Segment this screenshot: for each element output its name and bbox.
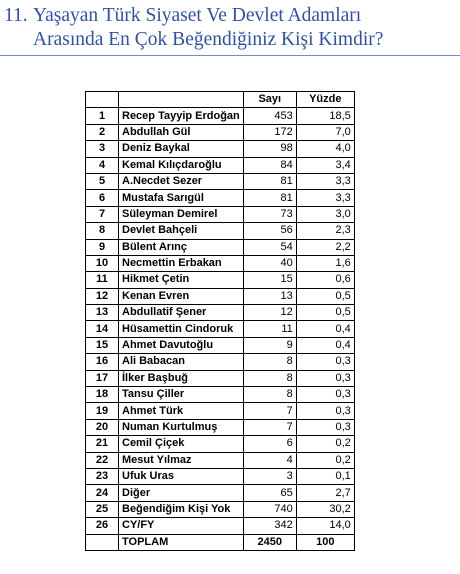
table-row	[86, 190, 355, 206]
count-cell: 13	[243, 288, 296, 304]
rank-cell: 23	[86, 468, 119, 484]
percent-cell: 0,5	[296, 288, 354, 304]
count-cell: 7	[243, 403, 296, 419]
table-row	[86, 468, 355, 484]
table-row	[86, 403, 355, 419]
count-cell: 12	[243, 305, 296, 321]
count-cell: 40	[243, 255, 296, 271]
header-name	[119, 92, 244, 108]
percent-cell: 3,3	[296, 190, 354, 206]
percent-cell: 0,3	[296, 403, 354, 419]
percent-cell: 0,4	[296, 337, 354, 353]
count-cell: 4	[243, 452, 296, 468]
percent-cell: 0,1	[296, 468, 354, 484]
header-rank	[86, 92, 119, 108]
percent-cell: 0,3	[296, 370, 354, 386]
rank-cell: 14	[86, 321, 119, 337]
table-row	[86, 272, 355, 288]
table-total-row	[86, 534, 355, 550]
header-count: Sayı	[243, 92, 296, 108]
name-cell: A.Necdet Sezer	[119, 173, 244, 189]
count-cell: 98	[243, 141, 296, 157]
table-row	[86, 387, 355, 403]
rank-cell: 24	[86, 485, 119, 501]
count-cell: 740	[243, 501, 296, 517]
percent-cell: 3,4	[296, 157, 354, 173]
rank-cell: 7	[86, 206, 119, 222]
table-row	[86, 223, 355, 239]
results-table	[85, 91, 355, 551]
count-cell: 8	[243, 387, 296, 403]
name-cell: Kenan Evren	[119, 288, 244, 304]
rank-cell: 19	[86, 403, 119, 419]
count-cell: 453	[243, 108, 296, 124]
name-cell: Hüsamettin Cindoruk	[119, 321, 244, 337]
rank-cell: 21	[86, 436, 119, 452]
table-row	[86, 157, 355, 173]
rank-cell: 17	[86, 370, 119, 386]
heading-underline	[0, 55, 460, 56]
count-cell: 54	[243, 239, 296, 255]
count-cell: 9	[243, 337, 296, 353]
rank-cell: 25	[86, 501, 119, 517]
rank-cell: 1	[86, 108, 119, 124]
count-cell: 342	[243, 518, 296, 534]
name-cell: Süleyman Demirel	[119, 206, 244, 222]
percent-cell: 30,2	[296, 501, 354, 517]
name-cell: Abdullah Gül	[119, 124, 244, 140]
name-cell: Ahmet Davutoğlu	[119, 337, 244, 353]
rank-cell: 15	[86, 337, 119, 353]
table-row	[86, 354, 355, 370]
count-cell: 6	[243, 436, 296, 452]
count-cell: 65	[243, 485, 296, 501]
table-row	[86, 288, 355, 304]
rank-cell: 16	[86, 354, 119, 370]
percent-cell: 0,2	[296, 452, 354, 468]
table-row	[86, 436, 355, 452]
table-row	[86, 108, 355, 124]
percent-cell: 14,0	[296, 518, 354, 534]
name-cell: Abdullatif Şener	[119, 305, 244, 321]
count-cell: 73	[243, 206, 296, 222]
percent-cell: 0,3	[296, 387, 354, 403]
rank-cell: 18	[86, 387, 119, 403]
count-cell: 81	[243, 190, 296, 206]
percent-cell: 0,3	[296, 419, 354, 435]
total-count: 2450	[243, 534, 296, 550]
count-cell: 84	[243, 157, 296, 173]
name-cell: Ali Babacan	[119, 354, 244, 370]
table-row	[86, 485, 355, 501]
name-cell: Beğendiğim Kişi Yok	[119, 501, 244, 517]
table-row	[86, 305, 355, 321]
count-cell: 8	[243, 354, 296, 370]
question-title-line-2: Arasında En Çok Beğendiğiniz Kişi Kimdir?	[33, 29, 384, 50]
name-cell: Tansu Çiller	[119, 387, 244, 403]
name-cell: Ufuk Uras	[119, 468, 244, 484]
count-cell: 11	[243, 321, 296, 337]
percent-cell: 18,5	[296, 108, 354, 124]
rank-cell: 3	[86, 141, 119, 157]
table-row	[86, 206, 355, 222]
name-cell: Deniz Baykal	[119, 141, 244, 157]
name-cell: Recep Tayyip Erdoğan	[119, 108, 244, 124]
question-title-line-1: Yaşayan Türk Siyaset Ve Devlet Adamları	[33, 5, 362, 26]
percent-cell: 4,0	[296, 141, 354, 157]
name-cell: Diğer	[119, 485, 244, 501]
table-body	[86, 108, 355, 534]
table-row	[86, 255, 355, 271]
rank-cell: 8	[86, 223, 119, 239]
percent-cell: 3,0	[296, 206, 354, 222]
name-cell: Bülent Arınç	[119, 239, 244, 255]
table-header-row	[86, 92, 355, 108]
count-cell: 7	[243, 419, 296, 435]
percent-cell: 3,3	[296, 173, 354, 189]
table-row	[86, 337, 355, 353]
rank-cell: 20	[86, 419, 119, 435]
rank-cell: 11	[86, 272, 119, 288]
name-cell: Numan Kurtulmuş	[119, 419, 244, 435]
count-cell: 81	[243, 173, 296, 189]
table-row	[86, 173, 355, 189]
count-cell: 15	[243, 272, 296, 288]
percent-cell: 2,3	[296, 223, 354, 239]
name-cell: İlker Başbuğ	[119, 370, 244, 386]
table-row	[86, 518, 355, 534]
percent-cell: 2,7	[296, 485, 354, 501]
total-label: TOPLAM	[119, 534, 244, 550]
table-row	[86, 501, 355, 517]
percent-cell: 0,4	[296, 321, 354, 337]
rank-cell: 22	[86, 452, 119, 468]
rank-cell: 6	[86, 190, 119, 206]
table-row	[86, 124, 355, 140]
rank-cell: 10	[86, 255, 119, 271]
percent-cell: 7,0	[296, 124, 354, 140]
count-cell: 172	[243, 124, 296, 140]
name-cell: Mesut Yılmaz	[119, 452, 244, 468]
count-cell: 56	[243, 223, 296, 239]
table-row	[86, 321, 355, 337]
name-cell: Hikmet Çetin	[119, 272, 244, 288]
percent-cell: 1,6	[296, 255, 354, 271]
name-cell: Necmettin Erbakan	[119, 255, 244, 271]
percent-cell: 0,3	[296, 354, 354, 370]
percent-cell: 0,5	[296, 305, 354, 321]
name-cell: Ahmet Türk	[119, 403, 244, 419]
rank-cell: 9	[86, 239, 119, 255]
name-cell: Devlet Bahçeli	[119, 223, 244, 239]
rank-cell: 13	[86, 305, 119, 321]
name-cell: CY/FY	[119, 518, 244, 534]
total-percent: 100	[296, 534, 354, 550]
table-row	[86, 452, 355, 468]
rank-cell: 12	[86, 288, 119, 304]
percent-cell: 2,2	[296, 239, 354, 255]
count-cell: 8	[243, 370, 296, 386]
table-row	[86, 370, 355, 386]
header-percent: Yüzde	[296, 92, 354, 108]
rank-cell: 2	[86, 124, 119, 140]
total-rank-cell	[86, 534, 119, 550]
percent-cell: 0,6	[296, 272, 354, 288]
rank-cell: 26	[86, 518, 119, 534]
table-row	[86, 239, 355, 255]
table-row	[86, 141, 355, 157]
name-cell: Cemil Çiçek	[119, 436, 244, 452]
count-cell: 3	[243, 468, 296, 484]
name-cell: Kemal Kılıçdaroğlu	[119, 157, 244, 173]
question-number: 11.	[4, 5, 28, 26]
name-cell: Mustafa Sarıgül	[119, 190, 244, 206]
percent-cell: 0,2	[296, 436, 354, 452]
table-row	[86, 419, 355, 435]
rank-cell: 4	[86, 157, 119, 173]
rank-cell: 5	[86, 173, 119, 189]
